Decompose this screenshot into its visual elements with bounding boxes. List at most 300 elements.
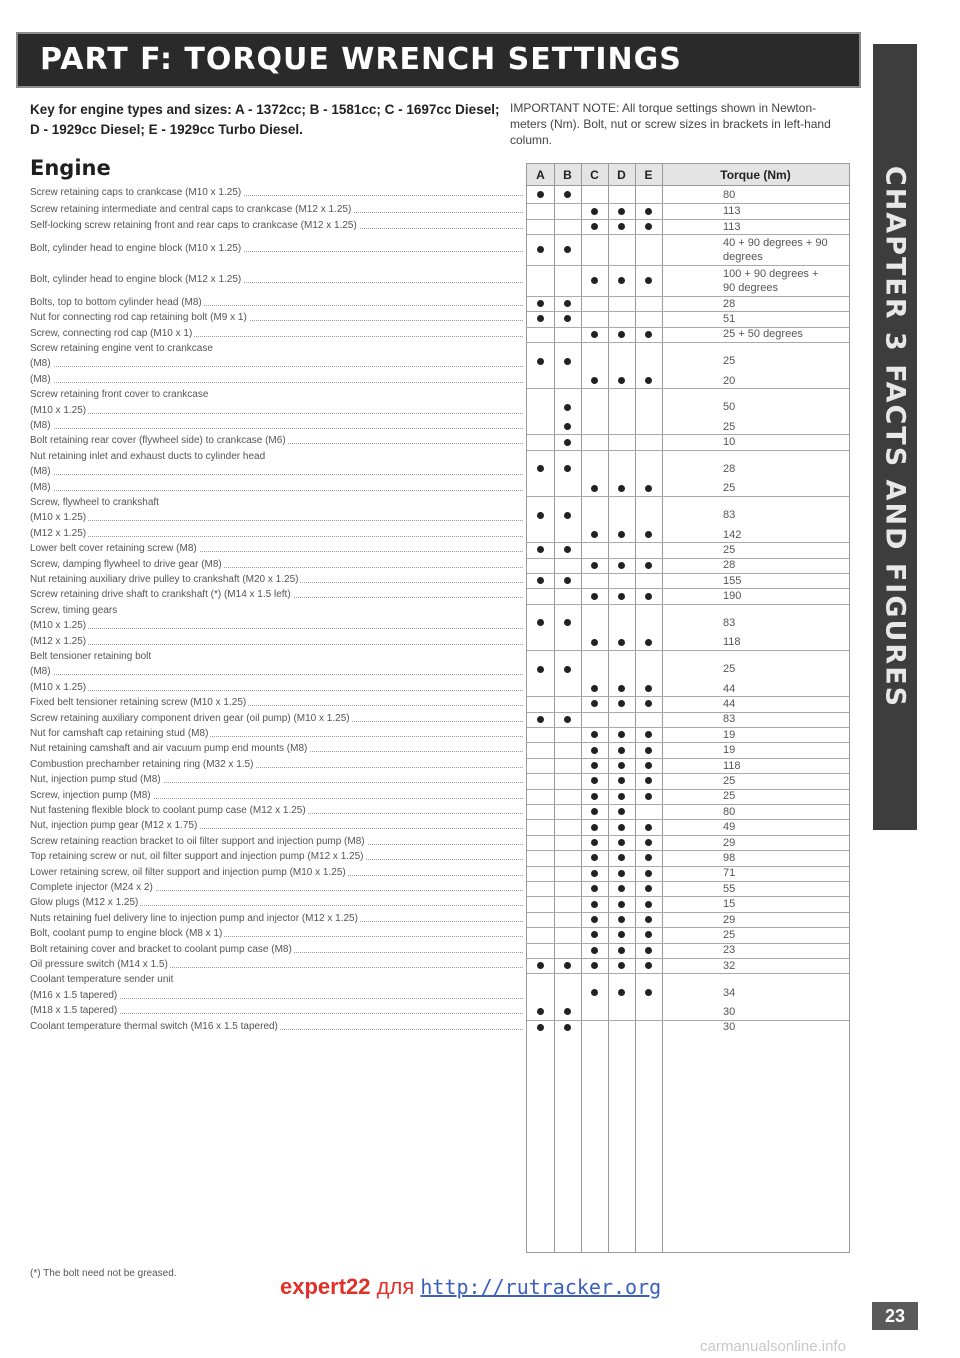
applies-dot [618,685,625,692]
applies-dot [645,562,652,569]
spec-description [30,865,525,880]
row-divider [527,234,849,235]
spec-description [30,310,525,325]
spec-text: Nut retaining auxiliary drive pulley to crankshaft (M20 x 1.25) [30,574,299,585]
applies-dot [645,870,652,877]
torque-value: 25 [723,663,736,676]
spec-text: Belt tensioner retaining bolt [30,651,152,662]
torque-value: 25 [723,420,736,433]
spec-text: Complete injector (M24 x 2) [30,882,153,893]
spec-text: (M16 x 1.5 tapered) [30,989,118,1001]
applies-dot [537,577,544,584]
spec-description [30,895,525,910]
spec-text: Combustion prechamber retaining ring (M32 x 1.5) [30,758,254,770]
torque-value: 100 + 90 degrees + 90 degrees [723,268,819,294]
torque-value: 142 [723,528,742,541]
spec-description [30,880,525,895]
applies-dot [645,777,652,784]
spec-description [30,295,525,310]
applies-dot [537,1008,544,1015]
spec-text: Bolt retaining cover and bracket to coolant pump case (M8) [30,943,292,955]
applies-dot [564,546,571,553]
torque-value: 83 [723,713,736,726]
spec-text: Screw retaining auxiliary component driven gear (oil pump) (M10 x 1.25) [30,712,350,724]
applies-dot [591,593,598,600]
applies-dot [645,962,652,969]
spec-description [30,557,525,572]
spec-description [30,464,525,479]
torque-value: 32 [723,959,736,972]
applies-dot [618,777,625,784]
watermark-link[interactable]: http://rutracker.org [420,1275,662,1299]
applies-dot [645,531,652,538]
torque-value: 25 [723,482,736,495]
applies-dot [564,716,571,723]
spec-text: Nut for camshaft cap retaining stud (M8) [30,728,209,739]
applies-dot [645,947,652,954]
spec-description [30,541,525,556]
page-title: PART F: TORQUE WRENCH SETTINGS [40,42,682,77]
applies-dot [645,931,652,938]
watermark [280,1274,661,1300]
spec-description [30,788,525,803]
applies-dot [537,512,544,519]
applies-dot [645,377,652,384]
applies-dot [591,377,598,384]
applies-dot [591,916,598,923]
applies-dot [564,404,571,411]
spec-description [30,587,525,602]
spec-text: Bolts, top to bottom cylinder head (M8) [30,296,202,308]
spec-description [30,818,525,833]
applies-dot [564,666,571,673]
spec-text: Nuts retaining fuel delivery line to injection pump and injector (M12 x 1.25) [30,912,358,924]
spec-description [30,1003,525,1018]
column-header: B [563,168,572,182]
applies-dot [564,300,571,307]
spec-text: Screw, flywheel to crankshaft [30,497,159,508]
spec-description [30,926,525,941]
spec-text: (M10 x 1.25) [30,512,87,524]
torque-value: 19 [723,744,736,757]
applies-dot [564,423,571,430]
spec-text: (M8) [30,373,51,385]
spec-text: Oil pressure switch (M14 x 1.5) [30,959,168,970]
engine-key: Key for engine types and sizes: A - 1372cc; B - 1581cc; C - 1697cc Diesel; D - 1929cc Diesel; E - 1929cc Turbo Diesel. [30,102,500,137]
spec-description [30,957,525,972]
applies-dot [591,277,598,284]
applies-dot [618,223,625,230]
torque-value: 28 [723,297,736,310]
spec-text: Screw, damping flywheel to drive gear (M8) [30,558,222,570]
spec-description [30,272,525,287]
applies-dot [591,962,598,969]
spec-text: Lower belt cover retaining screw (M8) [30,543,197,555]
applies-dot [645,793,652,800]
applies-dot [618,854,625,861]
applies-dot [645,854,652,861]
spec-description [30,326,525,341]
applies-dot [591,485,598,492]
section-banner [16,32,861,88]
applies-dot [618,901,625,908]
torque-value: 80 [723,188,736,201]
spec-description [30,356,525,371]
spec-description [30,510,525,525]
applies-dot [645,901,652,908]
column-header: C [590,168,599,182]
applies-dot [564,465,571,472]
spec-text: (M10 x 1.25) [30,681,87,693]
applies-dot [591,989,598,996]
torque-value: 190 [723,590,742,603]
spec-description [30,711,525,726]
torque-value: 34 [723,986,736,999]
applies-dot [564,962,571,969]
spec-text: (M8) [30,358,51,370]
applies-dot [618,793,625,800]
applies-dot [591,839,598,846]
torque-value: 25 + 50 degrees [723,328,803,341]
torque-value: 25 [723,790,736,803]
spec-text: (M10 x 1.25) [30,404,87,416]
applies-dot [618,931,625,938]
row-divider [527,388,849,389]
applies-dot [591,747,598,754]
applies-dot [618,808,625,815]
torque-value: 50 [723,401,736,414]
applies-dot [645,839,652,846]
applies-dot [618,331,625,338]
applies-dot [591,685,598,692]
applies-dot [618,731,625,738]
applies-dot [618,531,625,538]
applies-dot [564,1008,571,1015]
applies-dot [537,300,544,307]
spec-text: (M12 x 1.25) [30,635,87,647]
applies-dot [618,208,625,215]
spec-description [30,649,525,664]
spec-text: Bolt, cylinder head to engine block (M12 x 1.25) [30,273,242,285]
spec-text: Screw retaining reaction bracket to oil filter support and injection pump (M8) [30,835,365,847]
applies-dot [564,619,571,626]
torque-value: 118 [723,636,741,649]
applies-dot [618,593,625,600]
applies-dot [591,777,598,784]
row-divider [527,973,849,974]
spec-description [30,241,525,256]
applies-dot [564,1024,571,1031]
applies-dot [618,885,625,892]
spec-description [30,741,525,756]
row-divider [527,650,849,651]
spec-text: (M10 x 1.25) [30,620,87,632]
applies-dot [645,731,652,738]
applies-dot [564,191,571,198]
torque-value: 44 [723,682,736,695]
spec-text: Screw retaining drive shaft to crankshaft (*) (M14 x 1.5 left) [30,589,291,601]
spec-description [30,572,525,587]
applies-dot [537,546,544,553]
torque-value: 28 [723,462,736,475]
spec-text: Bolt retaining rear cover (flywheel side) to crankcase (M6) [30,435,286,447]
column-header: E [644,168,653,182]
spec-text: Coolant temperature thermal switch (M16 x 1.5 tapered) [30,1020,278,1032]
spec-description [30,911,525,926]
applies-dot [618,700,625,707]
applies-dot [645,277,652,284]
spec-text: (M8) [30,420,51,431]
watermark-brand: expert22 [280,1274,371,1299]
applies-dot [618,916,625,923]
spec-description [30,972,525,987]
spec-description [30,988,525,1003]
applies-dot [618,485,625,492]
applies-dot [537,1024,544,1031]
applies-dot [537,465,544,472]
spec-text: Fixed belt tensioner retaining screw (M10 x 1.25) [30,697,247,709]
applies-dot [618,639,625,646]
applies-dot [618,839,625,846]
spec-text: Bolt, coolant pump to engine block (M8 x 1) [30,928,223,940]
applies-dot [645,331,652,338]
applies-dot [618,989,625,996]
row-divider [527,342,849,343]
applies-dot [591,331,598,338]
spec-description [30,403,525,418]
applies-dot [645,885,652,892]
spec-text: (M8) [30,466,51,478]
spec-description [30,695,525,710]
spec-description [30,372,525,387]
torque-table [526,163,850,1253]
applies-dot [591,824,598,831]
spec-text: Glow plugs (M12 x 1.25) [30,897,139,909]
torque-value: 23 [723,944,736,957]
spec-text: (M18 x 1.5 tapered) [30,1005,118,1017]
spec-description [30,664,525,679]
page-number: 23 [872,1302,918,1330]
applies-dot [618,870,625,877]
applies-dot [564,512,571,519]
applies-dot [537,666,544,673]
applies-dot [618,962,625,969]
torque-value: 49 [723,821,736,834]
applies-dot [591,931,598,938]
applies-dot [645,485,652,492]
spec-description [30,757,525,772]
applies-dot [537,716,544,723]
applies-dot [645,639,652,646]
spec-text: Nut retaining camshaft and air vacuum pump end mounts (M8) [30,743,308,755]
applies-dot [591,885,598,892]
spec-description [30,387,525,402]
applies-dot [591,793,598,800]
applies-dot [645,685,652,692]
applies-dot [618,824,625,831]
column-header: D [617,168,626,182]
applies-dot [645,916,652,923]
spec-text: (M8) [30,481,51,493]
spec-description [30,1019,525,1034]
spec-description [30,202,525,217]
torque-value: 29 [723,836,736,849]
torque-value: 83 [723,509,736,522]
spec-description [30,680,525,695]
applies-dot [564,315,571,322]
applies-dot [564,577,571,584]
torque-value: 19 [723,728,736,741]
torque-value: 118 [723,759,741,772]
torque-value: 55 [723,882,736,895]
torque-value: 40 + 90 degrees + 90 degrees [723,237,828,264]
spec-text: Screw retaining caps to crankcase (M10 x 1.25) [30,187,242,198]
spec-description [30,341,525,356]
torque-value: 29 [723,913,736,926]
torque-value: 30 [723,1021,736,1034]
applies-dot [645,208,652,215]
applies-dot [591,731,598,738]
row-divider [527,450,849,451]
applies-dot [537,962,544,969]
row-divider [527,496,849,497]
spec-description [30,526,525,541]
spec-text: Self-locking screw retaining front and rear caps to crankcase (M12 x 1.25) [30,219,357,231]
spec-text: Screw retaining intermediate and central caps to crankcase (M12 x 1.25) [30,204,352,216]
torque-value: 15 [723,898,736,911]
spec-description [30,942,525,957]
torque-value: 30 [723,1005,736,1018]
chapter-side-tab [873,44,917,830]
spec-description [30,634,525,649]
torque-value: 44 [723,697,736,710]
applies-dot [645,747,652,754]
spec-text: Nut for connecting rod cap retaining bolt (M9 x 1) [30,312,247,324]
applies-dot [564,358,571,365]
torque-value: 25 [723,928,736,941]
applies-dot [618,747,625,754]
torque-value: 25 [723,543,736,556]
applies-dot [618,277,625,284]
spec-description [30,618,525,633]
torque-value: 28 [723,559,736,572]
spec-description [30,803,525,818]
torque-value: 10 [723,436,736,449]
footnote: (*) The bolt need not be greased. [30,1268,177,1279]
torque-value: 155 [723,574,742,587]
spec-text: Screw, connecting rod cap (M10 x 1) [30,327,193,339]
spec-description [30,834,525,849]
applies-dot [537,358,544,365]
spec-text: Coolant temperature sender unit [30,974,174,986]
spec-description [30,603,525,618]
spec-text: Nut fastening flexible block to coolant pump case (M12 x 1.25) [30,805,306,816]
spec-description [30,849,525,864]
applies-dot [591,531,598,538]
torque-value: 113 [723,220,741,233]
spec-text: Nut, injection pump stud (M8) [30,774,161,786]
applies-dot [591,208,598,215]
spec-text: Nut, injection pump gear (M12 x 1.75) [30,820,198,832]
applies-dot [591,639,598,646]
applies-dot [645,762,652,769]
row-divider [527,604,849,605]
spec-description [30,495,525,510]
applies-dot [564,439,571,446]
applies-dot [591,762,598,769]
applies-dot [618,377,625,384]
applies-dot [591,901,598,908]
spec-description [30,218,525,233]
spec-description [30,418,525,433]
row-divider [527,265,849,266]
applies-dot [537,619,544,626]
applies-dot [645,223,652,230]
torque-value: 113 [723,205,741,218]
important-note: IMPORTANT NOTE: All torque settings shown in Newton-meters (Nm). Bolt, nut or screw sizes in brackets in left-hand column. [510,101,831,147]
applies-dot [645,989,652,996]
column-header: A [536,168,545,182]
spec-description [30,480,525,495]
applies-dot [537,315,544,322]
table-header [527,164,849,186]
applies-dot [591,223,598,230]
spec-text: (M8) [30,666,51,678]
applies-dot [591,870,598,877]
column-header: Torque (Nm) [720,168,791,182]
applies-dot [537,191,544,198]
torque-value: 25 [723,774,736,787]
applies-dot [591,808,598,815]
applies-dot [537,246,544,253]
applies-dot [618,947,625,954]
spec-text: Screw retaining engine vent to crankcase [30,343,213,354]
torque-value: 71 [723,867,736,880]
spec-text: Lower retaining screw, oil filter support and injection pump (M10 x 1.25) [30,866,346,878]
chapter-label: CHAPTER 3 FACTS AND FIGURES [879,165,911,709]
site-credit: carmanualsonline.info [700,1338,846,1355]
torque-value: 98 [723,851,736,864]
spec-description [30,772,525,787]
applies-dot [591,947,598,954]
spec-description [30,433,525,448]
applies-dot [645,824,652,831]
spec-text: Nut retaining inlet and exhaust ducts to cylinder head [30,450,266,462]
applies-dot [591,854,598,861]
applies-dot [564,246,571,253]
applies-dot [591,562,598,569]
spec-text: Screw, timing gears [30,604,118,616]
applies-dot [618,762,625,769]
spec-text: Bolt, cylinder head to engine block (M10 x 1.25) [30,242,242,254]
spec-description [30,449,525,464]
section-heading: Engine [30,156,111,180]
torque-value: 20 [723,374,736,387]
spec-text: Top retaining screw or nut, oil filter support and injection pump (M12 x 1.25) [30,851,364,863]
applies-dot [645,593,652,600]
spec-text: Screw, injection pump (M8) [30,789,151,801]
spec-text: Screw retaining front cover to crankcase [30,389,209,401]
applies-dot [645,700,652,707]
applies-dot [618,562,625,569]
spec-text: (M12 x 1.25) [30,527,87,539]
spec-description [30,185,525,200]
spec-description [30,726,525,741]
torque-value: 83 [723,616,736,629]
torque-value: 51 [723,312,736,325]
applies-dot [591,700,598,707]
torque-value: 80 [723,805,736,818]
